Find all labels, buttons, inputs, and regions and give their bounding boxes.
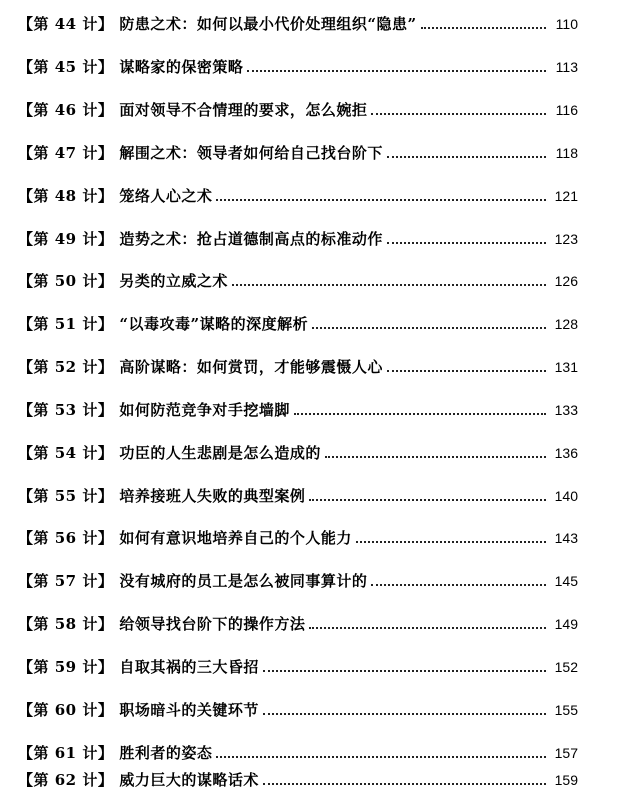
chapter-title: 面对领导不合情理的要求，怎么婉拒 [119,101,368,119]
page-number: 126 [554,273,578,289]
page-number: 121 [554,188,578,204]
toc-entry-60[interactable] [18,694,578,720]
page-number: 118 [555,145,578,161]
dot-leader [387,242,546,244]
page-number: 145 [554,573,578,589]
chapter-title: 防患之术：如何以最小代价处理组织“隐患” [119,15,417,33]
toc-entry-55[interactable] [18,480,578,506]
toc-entry-59[interactable] [18,651,578,677]
page-number: 128 [554,316,578,332]
chapter-tag: 【第 54 计】 [18,444,114,462]
dot-leader [216,756,546,758]
chapter-tag: 【第 53 计】 [18,401,114,419]
chapter-title: 如何防范竞争对手挖墙脚 [119,401,290,419]
toc-entry-50[interactable] [18,265,578,291]
chapter-title: 解围之术：领导者如何给自己找台阶下 [119,144,383,162]
page-number: 152 [554,659,578,675]
dot-leader [263,713,546,715]
page-number: 110 [555,16,578,32]
toc-entry-52[interactable] [18,351,578,377]
chapter-title: 造势之术：抢占道德制高点的标准动作 [119,230,383,248]
chapter-tag: 【第 59 计】 [18,658,114,676]
dot-leader [325,456,546,458]
page-number: 131 [554,359,578,375]
toc-entry-48[interactable] [18,180,578,206]
toc-entry-44[interactable] [18,8,578,34]
dot-leader [294,413,546,415]
chapter-tag: 【第 55 计】 [18,487,114,505]
chapter-tag: 【第 44 计】 [18,15,114,33]
chapter-title: 笼络人心之术 [119,187,213,205]
chapter-tag: 【第 56 计】 [18,529,114,547]
page-number: 140 [554,488,578,504]
dot-leader [312,327,546,329]
dot-leader [263,783,546,785]
dot-leader [309,499,546,501]
chapter-title: 给领导找台阶下的操作方法 [119,615,306,633]
chapter-tag: 【第 49 计】 [18,230,114,248]
toc-entry-61[interactable] [18,737,578,763]
dot-leader [421,27,546,29]
dot-leader [216,199,546,201]
chapter-title: 如何有意识地培养自己的个人能力 [119,529,352,547]
chapter-title: 职场暗斗的关键环节 [119,701,259,719]
page-number: 116 [555,102,578,118]
page-number: 159 [554,772,578,788]
toc-entry-62[interactable] [18,764,578,790]
dot-leader [387,370,546,372]
chapter-title: 威力巨大的谋略话术 [119,771,259,789]
chapter-tag: 【第 52 计】 [18,358,114,376]
dot-leader [387,156,546,158]
chapter-tag: 【第 47 计】 [18,144,114,162]
toc-entry-47[interactable] [18,137,578,163]
dot-leader [371,113,546,115]
toc-entry-56[interactable] [18,522,578,548]
toc-entry-51[interactable] [18,308,578,334]
toc-entry-49[interactable] [18,223,578,249]
chapter-title: 培养接班人失败的典型案例 [119,487,306,505]
page-number: 157 [554,745,578,761]
dot-leader [356,541,546,543]
dot-leader [263,670,546,672]
chapter-title: 自取其祸的三大昏招 [119,658,259,676]
page-number: 155 [554,702,578,718]
chapter-title: 另类的立威之术 [119,272,228,290]
chapter-tag: 【第 45 计】 [18,58,114,76]
chapter-title: 高阶谋略：如何赏罚，才能够震慑人心 [119,358,383,376]
chapter-title: 谋略家的保密策略 [119,58,244,76]
chapter-tag: 【第 51 计】 [18,315,114,333]
chapter-tag: 【第 60 计】 [18,701,114,719]
dot-leader [247,70,546,72]
toc-entry-45[interactable] [18,51,578,77]
page-number: 143 [554,530,578,546]
chapter-title: 功臣的人生悲剧是怎么造成的 [119,444,321,462]
toc-entry-53[interactable] [18,394,578,420]
chapter-tag: 【第 46 计】 [18,101,114,119]
chapter-title: 没有城府的员工是怎么被同事算计的 [119,572,368,590]
chapter-title: 胜利者的姿态 [119,744,213,762]
page-number: 136 [554,445,578,461]
chapter-tag: 【第 48 计】 [18,187,114,205]
chapter-tag: 【第 62 计】 [18,771,114,789]
chapter-tag: 【第 58 计】 [18,615,114,633]
toc-entry-58[interactable] [18,608,578,634]
dot-leader [232,284,546,286]
toc-entry-46[interactable] [18,94,578,120]
chapter-tag: 【第 50 计】 [18,272,114,290]
dot-leader [309,627,546,629]
chapter-tag: 【第 57 计】 [18,572,114,590]
toc-entry-54[interactable] [18,437,578,463]
dot-leader [371,584,546,586]
page-number: 133 [554,402,578,418]
page-number: 113 [555,59,578,75]
page-number: 149 [554,616,578,632]
chapter-title: “以毒攻毒”谋略的深度解析 [119,315,309,333]
chapter-tag: 【第 61 计】 [18,744,114,762]
page-number: 123 [554,231,578,247]
toc-entry-57[interactable] [18,565,578,591]
